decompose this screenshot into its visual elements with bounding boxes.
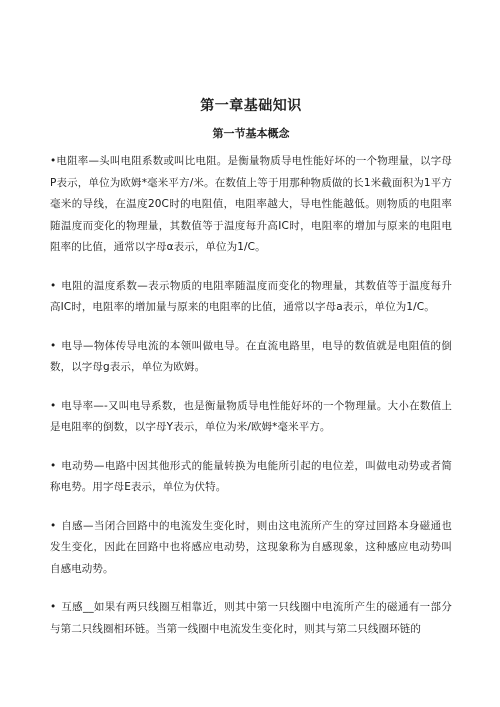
paragraph-mutual-inductance	[50, 597, 452, 640]
bullet-marker: •	[50, 339, 57, 352]
paragraph-text: 互感__如果有两只线圈互相靠近，则其中第一只线圈中电流所产生的磁通有一部分与第二只线圈相环链。当第一线圈中电流发生变化时，则其与第二只线圈环链的	[50, 601, 452, 635]
paragraph-text: 电导—物体传导电流的本领叫做电导。在直流电路里，电导的数值就是电阻值的倒数，以字母g表示，单位为欧姆。	[50, 339, 452, 373]
paragraph-electromotive-force	[50, 456, 452, 499]
paragraph-text: 电导率—-又叫电导系数，也是衡量物质导电性能好坏的一个物理量。大小在数值上是电阻率的倒数，以字母Y表示，单位为米/欧姆*毫米平方。	[50, 399, 452, 433]
paragraph-self-inductance	[50, 516, 452, 581]
bullet-marker: •	[50, 601, 57, 613]
chapter-title: 第一章基础知识	[200, 98, 302, 114]
bullet-marker: •	[50, 155, 57, 167]
paragraph-conductivity	[50, 396, 452, 439]
paragraph-text: 电阻的温度系数—表示物质的电阻率随温度而变化的物理量，其数值等于温度每升高IC时，电阻率的增加量与原来的电阻率的比值，通常以字母a表示，单位为1/C。	[50, 279, 452, 313]
paragraph-resistivity	[50, 151, 452, 259]
paragraph-text: 自感—当闭合回路中的电流发生变化时，则由这电流所产生的穿过回路本身磁通也发生变化，因此在回路中也将感应电动势，这现象称为自感现象，这种感应电动势叫自感电动势。	[50, 519, 452, 575]
bullet-marker: •	[50, 399, 57, 412]
bullet-marker: •	[50, 519, 57, 532]
bullet-marker: •	[50, 279, 57, 292]
bullet-marker: •	[50, 459, 57, 472]
paragraph-text: 电阻率—头叫电阻系数或叫比电阻。是衡量物质导电性能好坏的一个物理量，以字母P表示，单位为欧姆*毫米平方/米。在数值上等于用那种物质做的长1米截面积为1平方毫米的导线，在温度20C时的电阻值，电阻率越大，导电性能越低。则物质的电阻率随温度而变化的物理量，其数值等于温度每升高IC时，电阻率的增加与原来的电阻电阻率的比值，通常以字母α表示，单位为1/C。	[50, 155, 452, 253]
paragraph-text: 电动势—电路中因其他形式的能量转换为电能所引起的电位差，叫做电动势或者简称电势。用字母E表示，单位为伏特。	[50, 459, 452, 493]
section-title: 第一节基本概念	[212, 127, 290, 140]
paragraph-conductance	[50, 336, 452, 379]
paragraph-temperature-coefficient	[50, 276, 452, 319]
